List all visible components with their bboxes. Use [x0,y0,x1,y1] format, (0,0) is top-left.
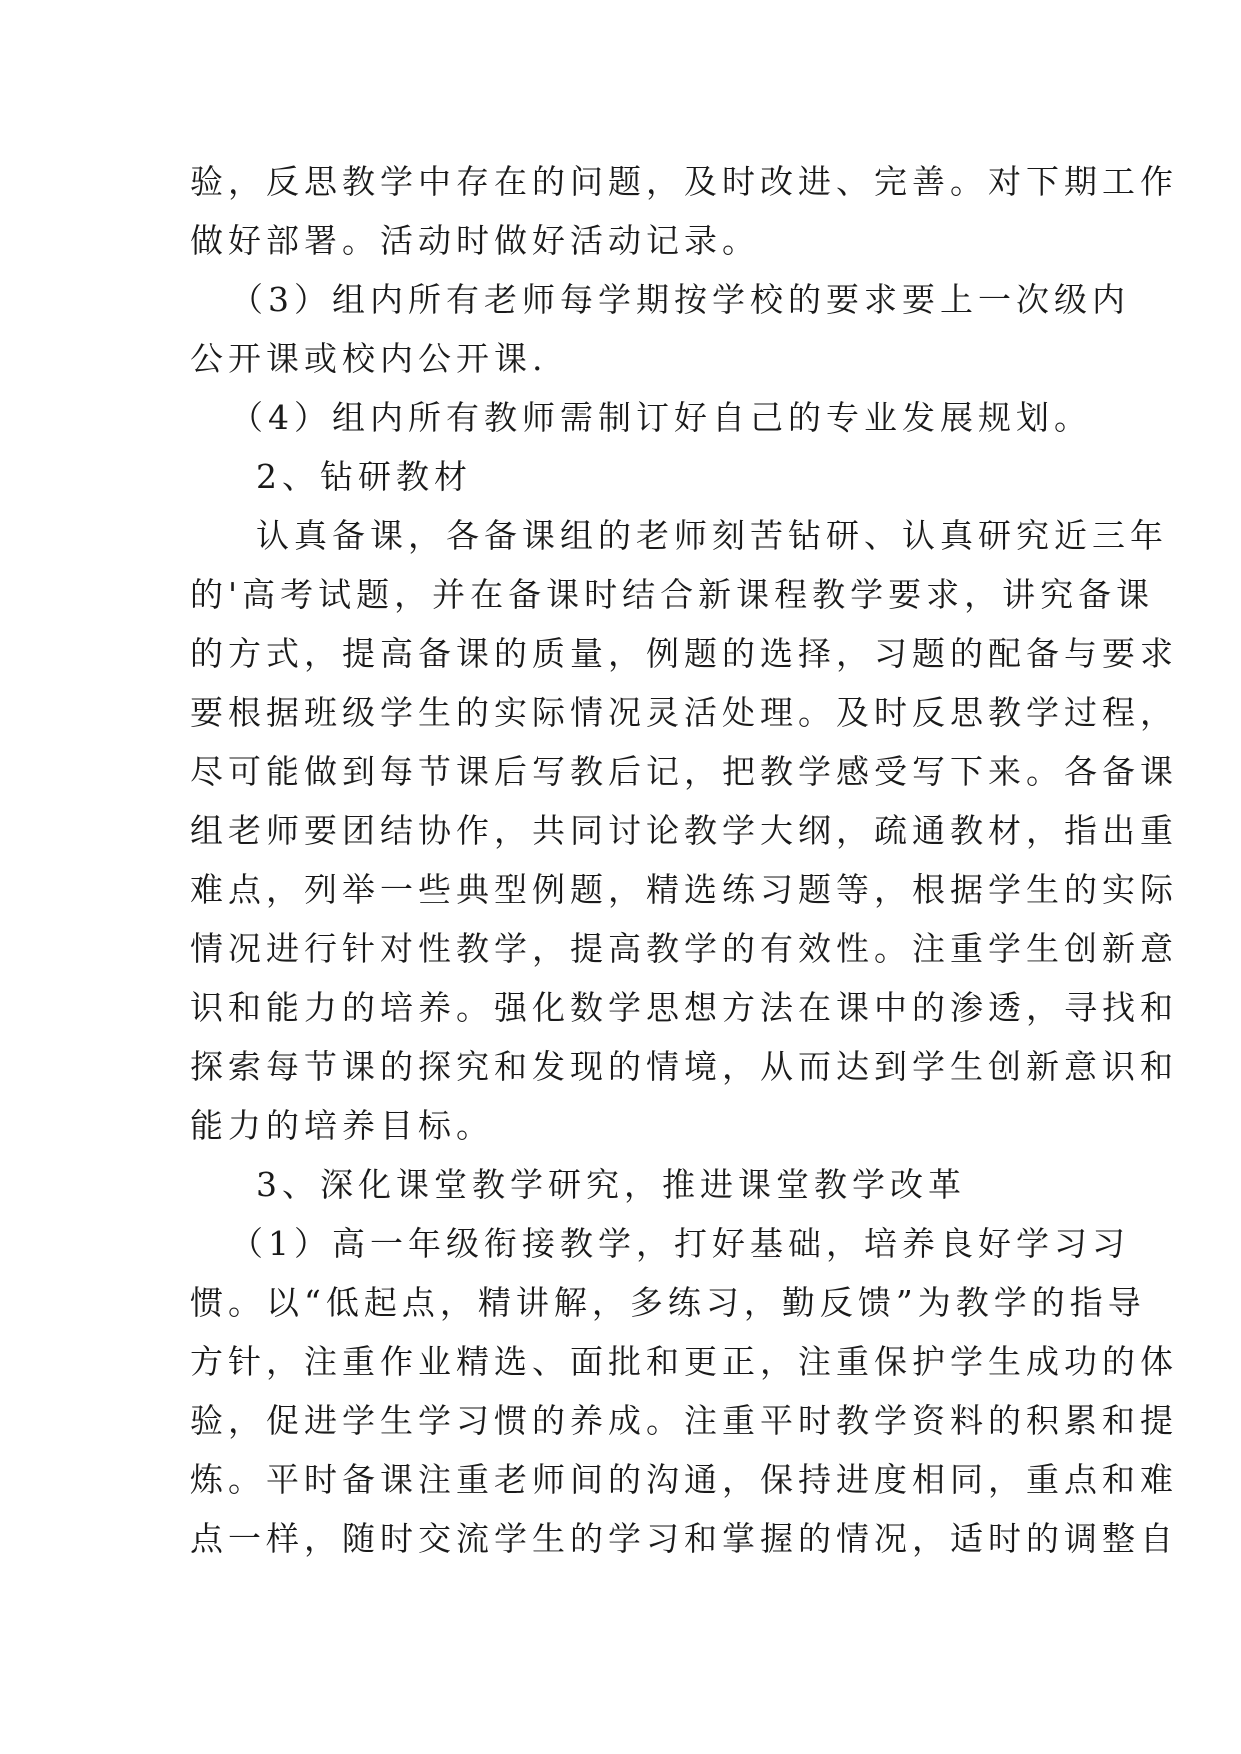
text-line: 验，促进学生学习惯的养成。注重平时教学资料的积累和提 [190,1401,1178,1440]
section-heading-2: 2、钻研教材 [256,457,472,496]
text-line: 组老师要团结协作，共同讨论教学大纲，疏通教材，指出重 [190,811,1178,850]
list-item-1: （1）高一年级衔接教学，打好基础，培养良好学习习 [230,1224,1130,1263]
text-line: 要根据班级学生的实际情况灵活处理。及时反思教学过程， [190,693,1178,732]
text-line: 惯。以“低起点，精讲解，多练习，勤反馈”为教学的指导 [190,1283,1146,1322]
paragraph-start: 认真备课，各备课组的老师刻苦钻研、认真研究近三年 [256,516,1168,555]
text-line: 炼。平时备课注重老师间的沟通，保持进度相同，重点和难 [190,1460,1178,1499]
text-line: 的方式，提高备课的质量，例题的选择，习题的配备与要求 [190,634,1178,673]
text-line: 验，反思教学中存在的问题，及时改进、完善。对下期工作 [190,162,1178,201]
text-line: 识和能力的培养。强化数学思想方法在课中的渗透，寻找和 [190,988,1178,1027]
list-item-4: （4）组内所有教师需制订好自己的专业发展规划。 [230,398,1092,437]
text-line: 能力的培养目标。 [190,1106,494,1145]
text-line: 做好部署。活动时做好活动记录。 [190,221,760,260]
body-text [190,152,1178,1568]
list-item-3: （3）组内所有老师每学期按学校的要求要上一次级内 [230,280,1130,319]
text-line: 难点，列举一些典型例题，精选练习题等，根据学生的实际 [190,870,1178,909]
text-line: 方针，注重作业精选、面批和更正，注重保护学生成功的体 [190,1342,1178,1381]
section-heading-3: 3、深化课堂教学研究，推进课堂教学改革 [256,1165,966,1204]
text-line: 探索每节课的探究和发现的情境，从而达到学生创新意识和 [190,1047,1178,1086]
text-line: 情况进行针对性教学，提高教学的有效性。注重学生创新意 [190,929,1178,968]
text-line: 尽可能做到每节课后写教后记，把教学感受写下来。各备课 [190,752,1178,791]
text-line: 点一样，随时交流学生的学习和掌握的情况，适时的调整自 [190,1519,1178,1558]
text-line: 公开课或校内公开课. [190,339,548,378]
text-line: 的'高考试题，并在备课时结合新课程教学要求，讲究备课 [190,575,1155,614]
